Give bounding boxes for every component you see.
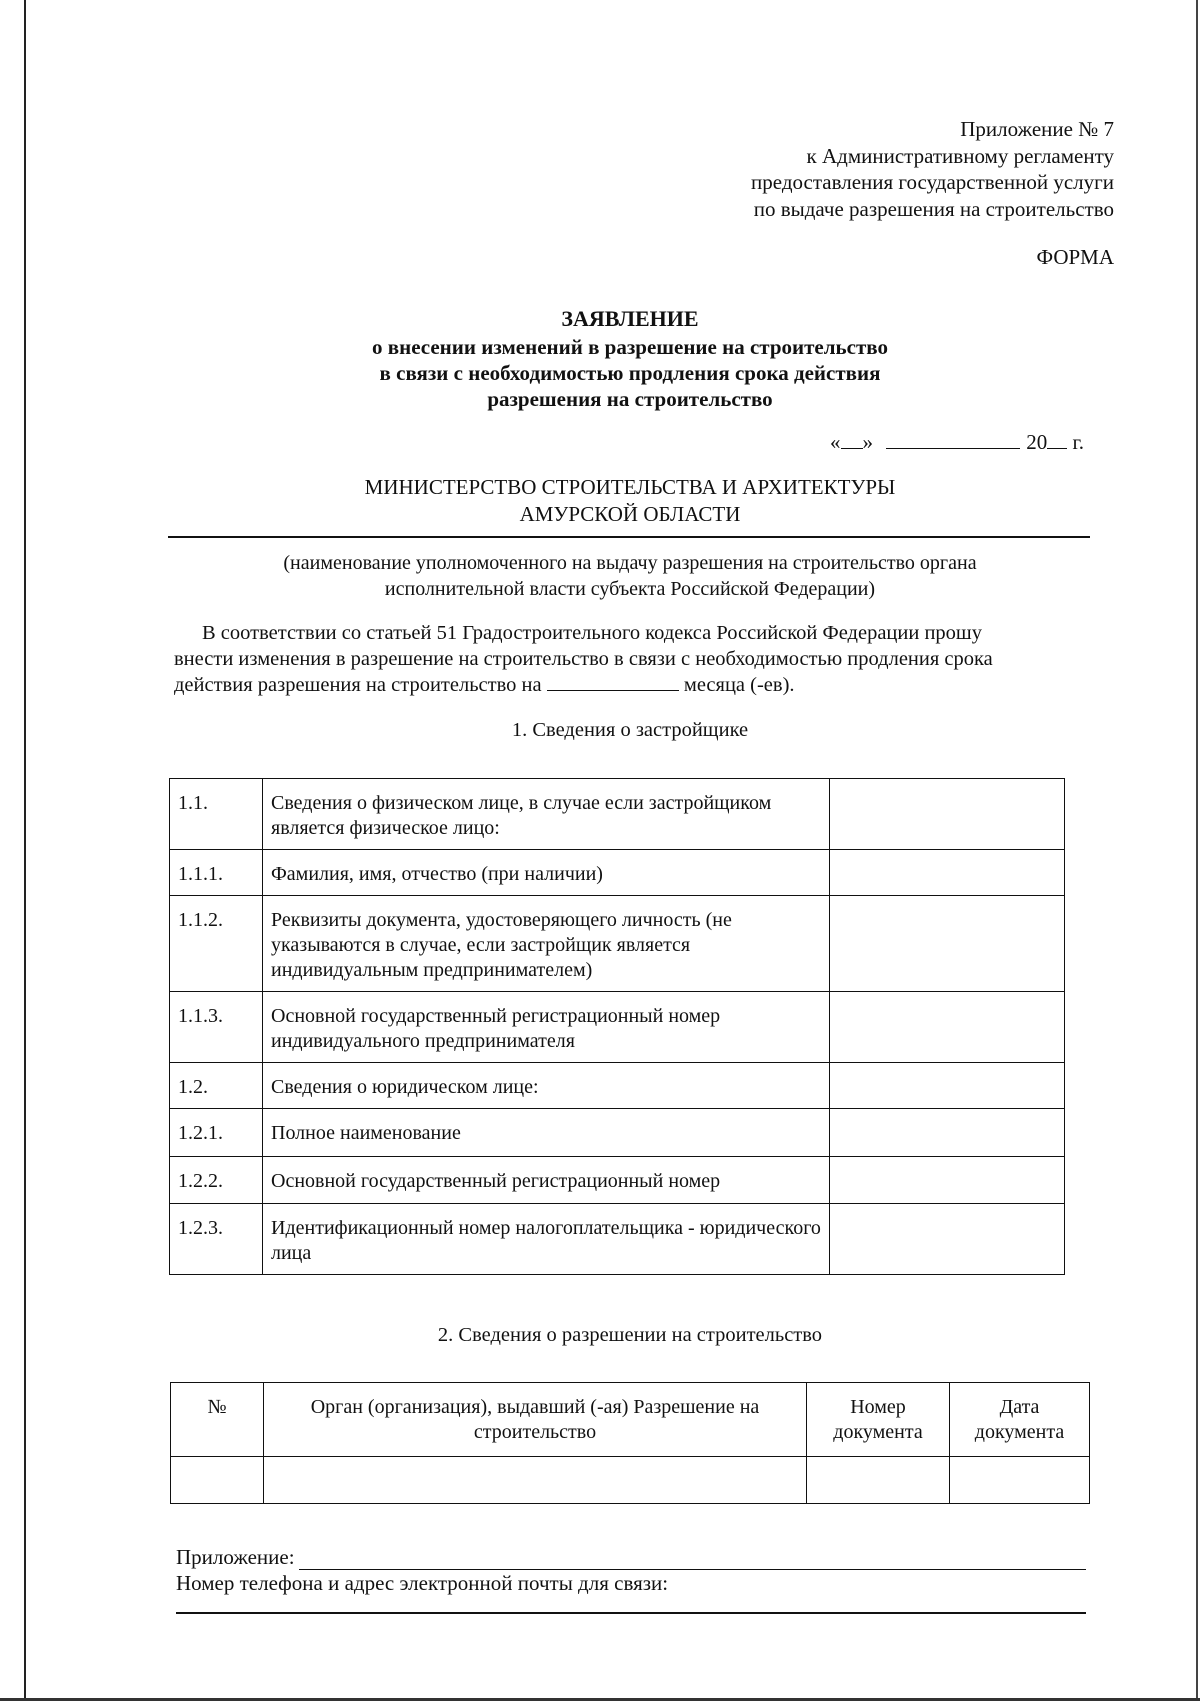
table-row: [170, 779, 1065, 850]
permit-number-cell[interactable]: [171, 1457, 264, 1504]
permit-doc-date-cell[interactable]: [950, 1457, 1090, 1504]
contact-label: Номер телефона и адрес электронной почты для связи:: [176, 1571, 669, 1595]
table-header-row: [171, 1383, 1090, 1457]
table-row: [170, 992, 1065, 1063]
row-label: Фамилия, имя, отчество (при наличии): [263, 850, 830, 896]
row-label: Основной государственный регистрационный номер: [263, 1157, 830, 1204]
row-value-cell[interactable]: [830, 1109, 1065, 1157]
year-prefix: 20: [1026, 430, 1048, 454]
permit-issuer-cell[interactable]: [264, 1457, 807, 1504]
scan-edge-right: [1196, 0, 1198, 1701]
row-label: Полное наименование: [263, 1109, 830, 1157]
row-value-cell[interactable]: [830, 1157, 1065, 1204]
authority-caption-line: (наименование уполномоченного на выдачу разрешения на строительство органа: [283, 552, 977, 574]
permit-doc-number-cell[interactable]: [807, 1457, 950, 1504]
request-line-3: [174, 672, 1088, 698]
table-row: [170, 1157, 1065, 1204]
title-line: разрешения на строительство: [487, 387, 773, 411]
day-field[interactable]: [841, 430, 863, 449]
authority-name: [170, 474, 1090, 528]
row-label: Сведения о физическом лице, в случае если застройщиком является физическое лицо:: [263, 779, 830, 850]
row-number: 1.1.2.: [170, 896, 263, 992]
row-label: Реквизиты документа, удостоверяющего личность (не указываются в случае, если застройщик является индивидуальным предпринимателем): [263, 896, 830, 992]
permit-info-table: [170, 1382, 1090, 1504]
attachment-label: Приложение:: [176, 1545, 295, 1569]
authority-name-line: МИНИСТЕРСТВО СТРОИТЕЛЬСТВА И АРХИТЕКТУРЫ: [364, 475, 896, 499]
authority-name-line: АМУРСКОЙ ОБЛАСТИ: [519, 502, 741, 526]
appendix-line: предоставления государственной услуги: [751, 170, 1114, 194]
extension-months-field[interactable]: [547, 672, 679, 691]
section-2-heading: 2. Сведения о разрешении на строительство: [437, 1324, 823, 1346]
row-value-cell[interactable]: [830, 1063, 1065, 1109]
row-value-cell[interactable]: [830, 992, 1065, 1063]
authority-underline: [168, 536, 1090, 538]
scan-edge-left: [24, 0, 26, 1701]
row-number: 1.1.3.: [170, 992, 263, 1063]
document-title: [170, 306, 1090, 412]
row-number: 1.2.1.: [170, 1109, 263, 1157]
request-line: внести изменения в разрешение на строительство в связи с необходимостью продления срока: [174, 648, 993, 670]
authority-caption: [170, 550, 1090, 602]
request-line: В соответствии со статьей 51 Градостроительного кодекса Российской Федерации прошу: [202, 622, 982, 644]
col-header-doc-date: Дата документа: [950, 1383, 1090, 1457]
date-open-quote: «: [830, 430, 841, 454]
date-close-quote: »: [862, 430, 873, 454]
appendix-reference: [751, 116, 1114, 222]
col-header-issuer: Орган (организация), выдавший (-ая) Разрешение на строительство: [264, 1383, 807, 1457]
attachment-row: [176, 1544, 1086, 1570]
row-value-cell[interactable]: [830, 779, 1065, 850]
title-line: в связи с необходимостью продления срока действия: [379, 361, 881, 385]
attachment-field[interactable]: [299, 1549, 1086, 1570]
row-label: Сведения о юридическом лице:: [263, 1063, 830, 1109]
col-header-number: №: [171, 1383, 264, 1457]
row-number: 1.1.1.: [170, 850, 263, 896]
table-row: [170, 1109, 1065, 1157]
row-number: 1.2.2.: [170, 1157, 263, 1204]
section-1-heading: 1. Сведения о застройщике: [511, 719, 749, 741]
table-row: [170, 850, 1065, 896]
request-paragraph: [174, 620, 1088, 698]
year-suffix: г.: [1072, 430, 1084, 454]
row-number: 1.1.: [170, 779, 263, 850]
request-line-after: месяца (-ев).: [683, 674, 795, 696]
row-number: 1.2.: [170, 1063, 263, 1109]
table-row: [170, 896, 1065, 992]
title-main: ЗАЯВЛЕНИЕ: [561, 306, 699, 331]
appendix-line: к Административному регламенту: [806, 143, 1114, 168]
row-number: 1.2.3.: [170, 1204, 263, 1275]
title-line: о внесении изменений в разрешение на строительство: [372, 335, 888, 359]
request-line-before: действия разрешения на строительство на: [174, 674, 542, 696]
table-row: [170, 1204, 1065, 1275]
date-line: [830, 430, 1084, 455]
appendix-line: Приложение № 7: [960, 117, 1114, 141]
developer-info-table: [169, 778, 1065, 1275]
table-row: [170, 1063, 1065, 1109]
row-value-cell[interactable]: [830, 1204, 1065, 1275]
row-value-cell[interactable]: [830, 896, 1065, 992]
contact-field[interactable]: [176, 1612, 1086, 1614]
footer-block: [176, 1544, 1086, 1596]
year-field[interactable]: [1047, 430, 1067, 449]
table-row: [171, 1457, 1090, 1504]
form-label: ФОРМА: [1036, 245, 1114, 269]
row-label: Основной государственный регистрационный номер индивидуального предпринимателя: [263, 992, 830, 1063]
month-field[interactable]: [886, 430, 1020, 449]
authority-caption-line: исполнительной власти субъекта Российской Федерации): [384, 578, 876, 600]
col-header-doc-number: Номер документа: [807, 1383, 950, 1457]
row-value-cell[interactable]: [830, 850, 1065, 896]
row-label: Идентификационный номер налогоплательщика - юридического лица: [263, 1204, 830, 1275]
appendix-line: по выдаче разрешения на строительство: [753, 196, 1114, 221]
